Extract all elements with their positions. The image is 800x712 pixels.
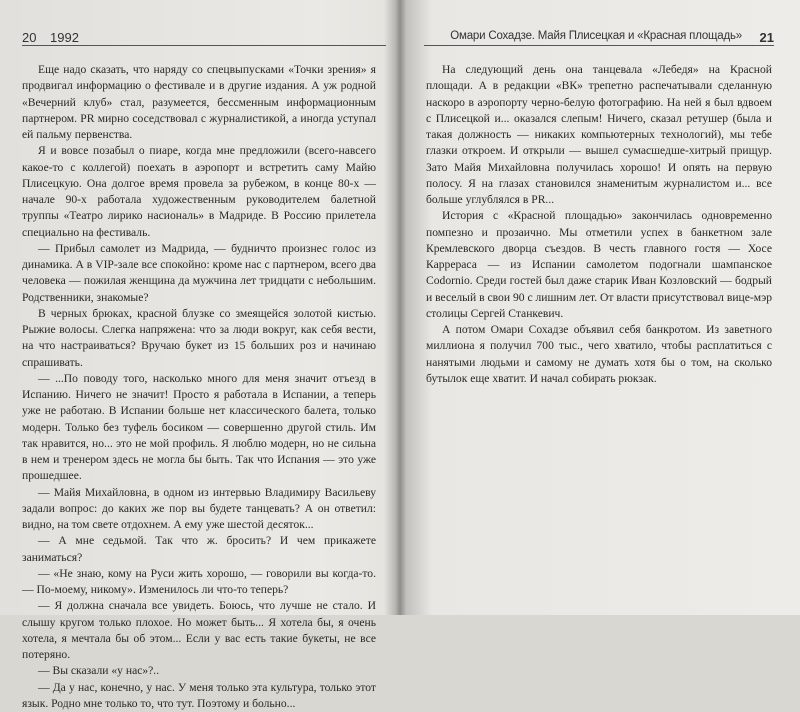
paragraph: А потом Омари Сохадзе объявил себя банкротом. Из заветного миллиона я получил 700 тыс., чего хватило, чтобы расплатиться с нанятыми людьми и самому не думать хотя бы о том, на сколько бутылок еще хватит. И начал собирать рюкзак. xyxy=(426,322,772,387)
left-page xyxy=(0,0,392,615)
right-running-head: Омари Сохадзе. Майя Плисецкая и «Красная площадь» xyxy=(450,30,742,42)
right-page-number: 21 xyxy=(760,30,774,45)
right-page xyxy=(404,0,800,615)
left-header-rule xyxy=(22,45,386,46)
paragraph: — Майя Михайловна, в одном из интервью Владимиру Васильеву задали вопрос: до каких же пор вы будете танцевать? А он ответил: видно, на том свете отдохнем. А ему уже шестой десяток... xyxy=(22,485,376,534)
paragraph: — Я должна сначала все увидеть. Боюсь, что лучше не стало. И слышу кругом только плохое. Но может быть... Я хотела бы, я очень хотела, я мечтала бы об этом... Если у вас есть такие букеты, не все потеряно. xyxy=(22,598,376,663)
paragraph: На следующий день она танцевала «Лебедя» на Красной площади. А в редакции «ВК» трепетно распечатывали сделанную наскоро в аэропорту черно-белую фотографию. На ней я был вдвоем с Плисецкой и... оказался слепым! Ничего, сказал ретушер (была и такая должность — никаких компьютерных технологий), мы тебе глазки откроем. И открыли — вышел сумасшедше-хитрый прищур. Зато Майя Михайловна получилась хорошо! И опять на первую полосу. Я на глазах становился знаменитым журналистом и... все больше углублялся в PR... xyxy=(426,62,772,208)
paragraph: История с «Красной площадью» закончилась одновременно помпезно и прозаично. Мы отметили успех в банкетном зале Кремлевского дворца съездов. В честь главного гостя — Хосе Каррераса — из Испании самолетом подогнали шампанское Codornio. Среди гостей был даже старик Иван Козловский — бодрый и веселый в свои 90 с лишним лет. От власти присутствовал вице-мэр столицы Сергей Станкевич. xyxy=(426,208,772,322)
paragraph: — Вы сказали «у нас»?.. xyxy=(22,663,376,679)
paragraph: Я и вовсе позабыл о пиаре, когда мне предложили (всего-навсего какое-то с коллегой) поехать в аэропорт и встретить саму Майю Плисецкую. Она долгое время провела за рубежом, в конце 80-х — начале 90-х работала художественным руководителем балетной труппы «Театро лирико насиональ» в Мадриде. В Россию прилетела специально на фестиваль. xyxy=(22,143,376,241)
paragraph: — А мне седьмой. Так что ж. бросить? И чем прикажете заниматься? xyxy=(22,533,376,566)
paragraph: Еще надо сказать, что наряду со спецвыпусками «Точки зрения» я продвигал информацию о фестивале и в другие издания. А уж родной «Вечерний клуб» стал, разумеется, бессменным информационным партнером. PR мирно соседствовал с журналистикой, а иногда уступал ей пальму первенства. xyxy=(22,62,376,143)
paragraph: — Прибыл самолет из Мадрида, — будничто произнес голос из динамика. А в VIP-зале все спокойно: кроме нас с партнером, всего два человека — пожилая женщина да мужчина лет тридцати с небольшим. Родственники, знакомые? xyxy=(22,241,376,306)
left-running-head: 1992 xyxy=(50,30,79,45)
right-header-rule xyxy=(424,45,774,46)
paragraph: В черных брюках, красной блузке со змеящейся золотой кистью. Рыжие волосы. Слегка напряжена: что за люди вокруг, как себя вести, на что настраиваться? Вручаю букет из 15 больших роз и начинаю спрашивать. xyxy=(22,306,376,371)
paragraph: — «Не знаю, кому на Руси жить хорошо, — говорили вы когда-то. — По-моему, никому». Изменилось ли что-то теперь? xyxy=(22,566,376,599)
paragraph: — ...По поводу того, насколько много для меня значит отъезд в Испанию. Ничего не значит! Просто я работала в Испании, а теперь уже не работаю. В Испании больше нет классического балета, только модерн. Только без туфель босиком — совершенно другой стиль. Им так нравится, но... это не мой профиль. Я люблю модерн, но не сильна в нем и тренером здесь не могла бы быть. Так что Испания — это уже прошедшее. xyxy=(22,371,376,485)
left-page-header xyxy=(0,28,392,46)
right-page-text xyxy=(426,62,772,387)
left-page-text xyxy=(22,62,376,712)
right-page-header xyxy=(404,28,800,46)
left-page-number: 20 xyxy=(22,30,36,45)
paragraph: — Да у нас, конечно, у нас. У меня только эта культура, только этот язык. Родно мне только то, что тут. Поэтому и больно... xyxy=(22,680,376,712)
